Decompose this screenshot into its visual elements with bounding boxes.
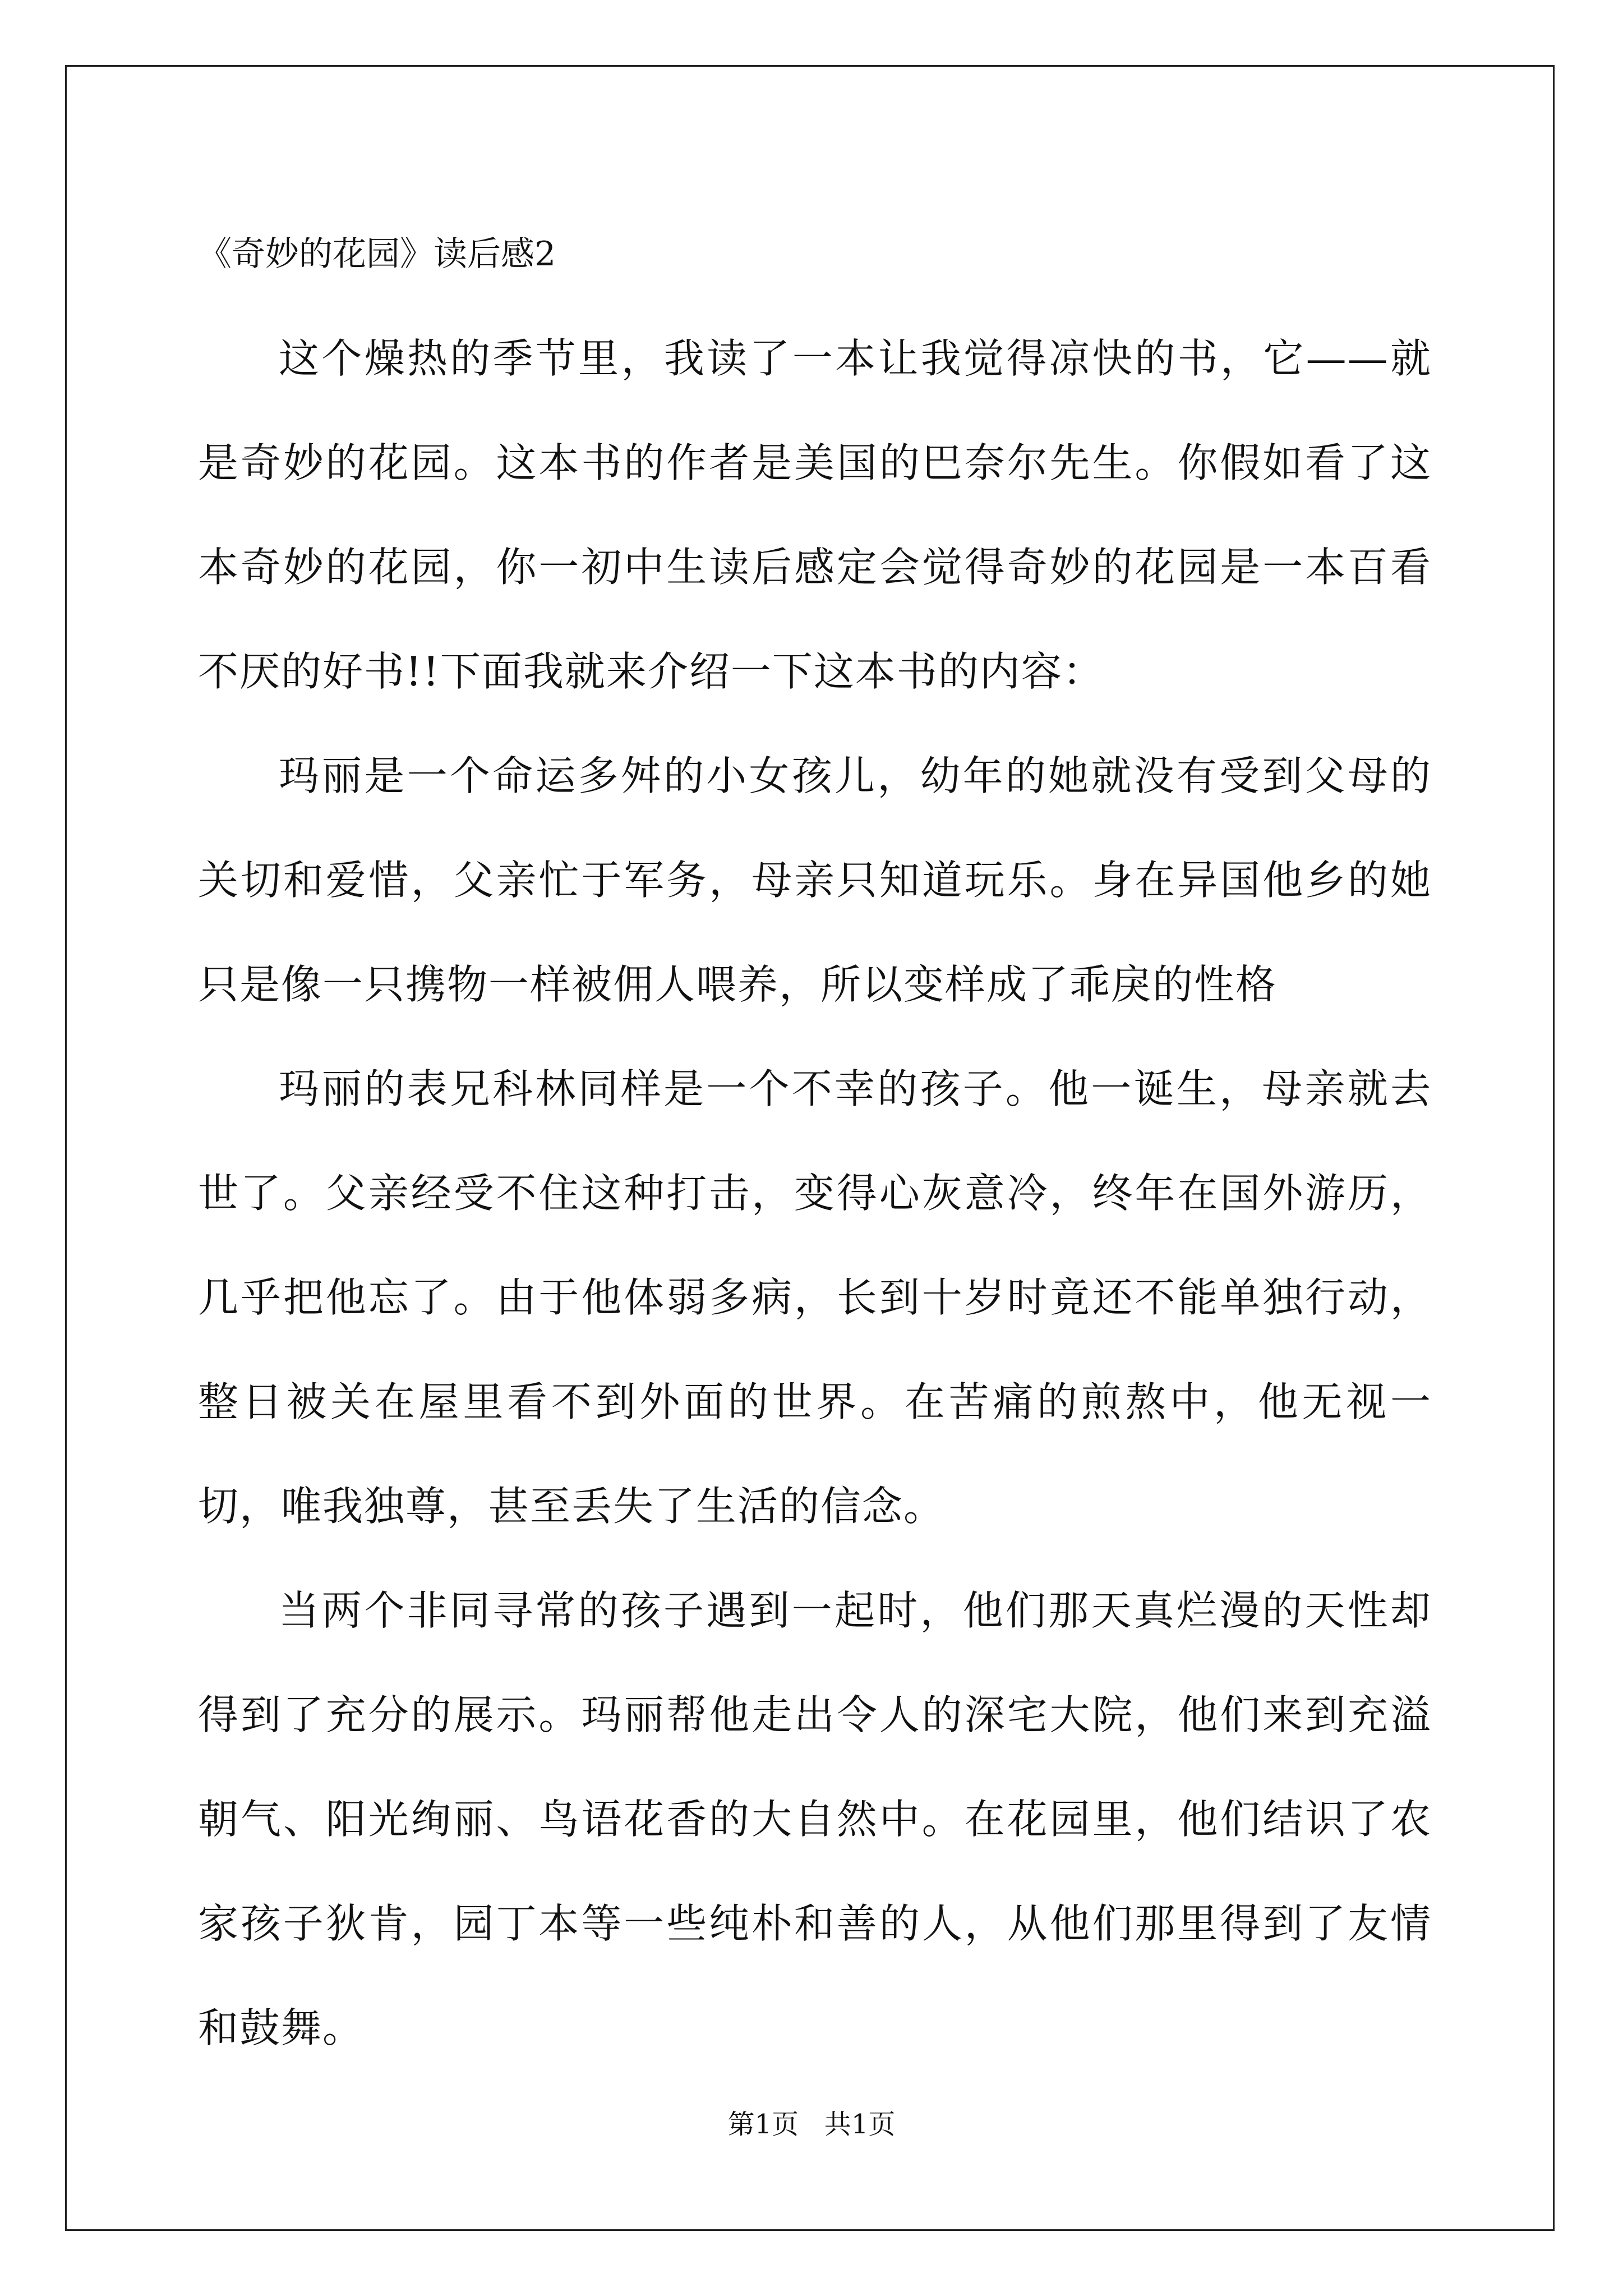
paragraph-1: 这个燥热的季节里，我读了一本让我觉得凉快的书，它——就是奇妙的花园。这本书的作者是美国的巴奈尔先生。你假如看了这本奇妙的花园，你一初中生读后感定会觉得奇妙的花园是一本百看不厌的好书!!下面我就来介绍一下这本书的内容： [198, 335, 1432, 695]
paragraph-2: 玛丽是一个命运多舛的小女孩儿，幼年的她就没有受到父母的关切和爱惜，父亲忙于军务，母亲只知道玩乐。身在异国他乡的她只是像一只携物一样被佣人喂养，所以变样成了乖戾的性格 [198, 752, 1432, 1008]
document-title: 《奇妙的花园》读后感2 [198, 234, 556, 274]
paragraph-3: 玛丽的表兄科林同样是一个不幸的孩子。他一诞生，母亲就去世了。父亲经受不住这种打击，变得心灰意冷，终年在国外游历，几乎把他忘了。由于他体弱多病，长到十岁时竟还不能单独行动，整日被关在屋里看不到外面的世界。在苦痛的煎熬中，他无视一切，唯我独尊，甚至丢失了生活的信念。 [198, 1065, 1432, 1530]
page-footer: 第1页 共1页 [727, 2109, 896, 2140]
document-body [198, 202, 1432, 2080]
paragraph-4: 当两个非同寻常的孩子遇到一起时，他们那天真烂漫的天性却得到了充分的展示。玛丽帮他走出令人的深宅大院，他们来到充溢朝气、阳光绚丽、鸟语花香的大自然中。在花园里，他们结识了农家孩子狄肯，园丁本等一些纯朴和善的人，从他们那里得到了友情和鼓舞。 [198, 1587, 1432, 2051]
